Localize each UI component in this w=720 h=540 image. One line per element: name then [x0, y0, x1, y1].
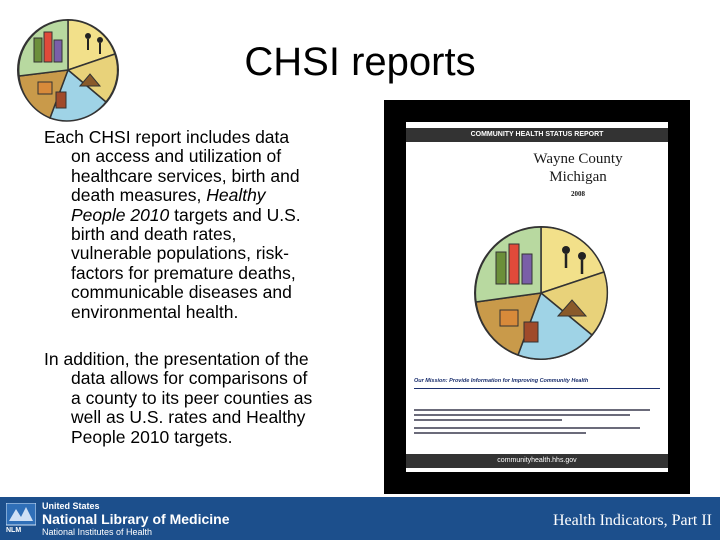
text-line [44, 186, 360, 205]
italic-text: People 2010 [71, 204, 170, 225]
text-line: on access and utilization of [71, 146, 282, 167]
state-label: Michigan [549, 169, 607, 185]
page-title: CHSI reports [244, 40, 476, 84]
org-line-3: National Institutes of Health [42, 527, 153, 537]
text-fragment: death measures, [71, 185, 207, 206]
org-line-2: National Library of Medicine [42, 511, 230, 527]
text-line: Each CHSI report includes data [44, 127, 290, 147]
italic-text: Healthy [206, 185, 266, 206]
text-line: vulnerable populations, risk- [71, 243, 289, 264]
divider [414, 388, 660, 389]
county-label: Wayne County [533, 151, 623, 167]
text-line: a county to its peer counties as [71, 387, 313, 408]
text-line: In addition, the presentation of the [44, 349, 309, 369]
report-cover-page [406, 122, 668, 472]
cover-header-bar: COMMUNITY HEALTH STATUS REPORT [406, 128, 668, 142]
text-line: People 2010 targets. [71, 426, 233, 447]
footer-title: Health Indicators, Part II [552, 512, 712, 529]
cover-url-bar: communityhealth.hhs.gov [406, 454, 668, 468]
text-line: communicable diseases and [71, 282, 292, 303]
cover-mission-text: Our Mission: Provide Information for Improving Community Health [414, 378, 589, 384]
report-description-paragraph [44, 128, 360, 322]
text-line: data allows for comparisons of [71, 368, 308, 389]
footer-bar [0, 497, 720, 540]
cover-year: 2008 [571, 190, 585, 198]
report-cover-image [384, 100, 690, 494]
text-line: environmental health. [71, 301, 239, 322]
text-fragment: targets and U.S. [169, 204, 301, 225]
text-line: birth and death rates, [71, 224, 237, 245]
text-line: healthcare services, birth and [71, 165, 300, 186]
org-line-1: United States [42, 501, 100, 511]
chsi-logo [10, 12, 128, 124]
text-line: well as U.S. rates and Healthy [71, 407, 306, 428]
text-line: factors for premature deaths, [71, 262, 296, 283]
nlm-abbreviation: NLM [6, 527, 22, 534]
cover-pie-logo [466, 218, 616, 368]
text-line [44, 206, 360, 225]
cover-county-name [498, 150, 658, 186]
comparison-paragraph [44, 350, 360, 447]
cover-fine-print [414, 406, 660, 437]
